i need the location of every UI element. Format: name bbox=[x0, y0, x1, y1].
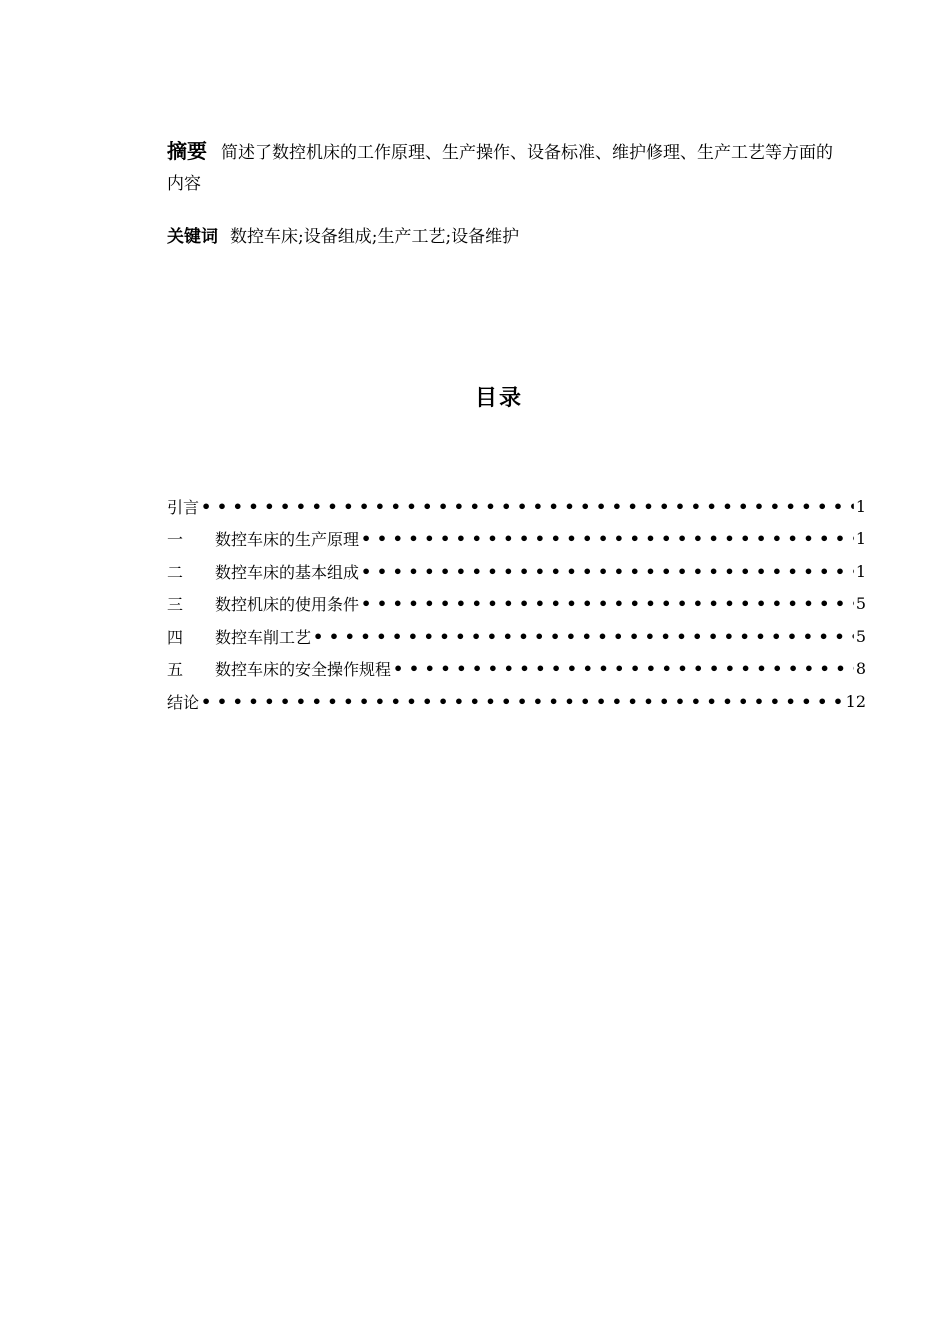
toc-entry-text: 数控机床的使用条件 bbox=[215, 595, 360, 615]
keywords-text: 数控车床;设备组成;生产工艺;设备维护 bbox=[230, 227, 520, 247]
toc-chapter-number: 二 bbox=[167, 562, 184, 582]
toc-dot-leader bbox=[313, 627, 854, 646]
toc-entry-3[interactable] bbox=[167, 588, 866, 621]
toc-entry-text: 结论 bbox=[167, 692, 200, 712]
toc-dot-leader bbox=[361, 529, 854, 548]
toc-title: 目录 bbox=[474, 386, 523, 411]
keywords bbox=[167, 224, 519, 250]
toc-page-number: 8 bbox=[855, 659, 866, 679]
toc-dot-leader bbox=[361, 562, 854, 581]
toc-page-number: 1 bbox=[855, 496, 866, 516]
abstract-label: 摘要 bbox=[167, 139, 207, 163]
abstract bbox=[167, 136, 835, 200]
toc-chapter-number: 五 bbox=[167, 660, 184, 680]
toc-dot-leader bbox=[201, 692, 844, 711]
toc-entry-conclusion[interactable] bbox=[167, 685, 866, 718]
toc-entry-5[interactable] bbox=[167, 653, 866, 686]
toc-page-number: 1 bbox=[855, 561, 866, 581]
toc-dot-leader bbox=[393, 659, 854, 678]
toc-entry-text: 引言 bbox=[167, 497, 200, 517]
toc-entry-text: 数控车床的安全操作规程 bbox=[215, 660, 392, 680]
toc-entry-text: 数控车削工艺 bbox=[215, 627, 312, 647]
toc-dot-leader bbox=[361, 594, 854, 613]
toc-entry-introduction[interactable] bbox=[167, 490, 866, 523]
toc-dot-leader bbox=[201, 497, 854, 516]
abstract-text: 简述了数控机床的工作原理、生产操作、设备标准、维护修理、生产工艺等方面的内容 bbox=[167, 143, 833, 194]
toc-entry-1[interactable] bbox=[167, 523, 866, 556]
table-of-contents bbox=[167, 490, 866, 718]
toc-chapter-number: 一 bbox=[167, 530, 184, 550]
keywords-label: 关键词 bbox=[167, 227, 218, 247]
toc-entry-4[interactable] bbox=[167, 620, 866, 653]
toc-page-number: 12 bbox=[845, 691, 866, 711]
toc-page-number: 5 bbox=[855, 594, 866, 614]
toc-chapter-number: 四 bbox=[167, 627, 184, 647]
toc-entry-2[interactable] bbox=[167, 555, 866, 588]
toc-entry-text: 数控车床的基本组成 bbox=[215, 562, 360, 582]
toc-entry-text: 数控车床的生产原理 bbox=[215, 530, 360, 550]
toc-page-number: 1 bbox=[855, 529, 866, 549]
toc-page-number: 5 bbox=[855, 626, 866, 646]
toc-chapter-number: 三 bbox=[167, 595, 184, 615]
